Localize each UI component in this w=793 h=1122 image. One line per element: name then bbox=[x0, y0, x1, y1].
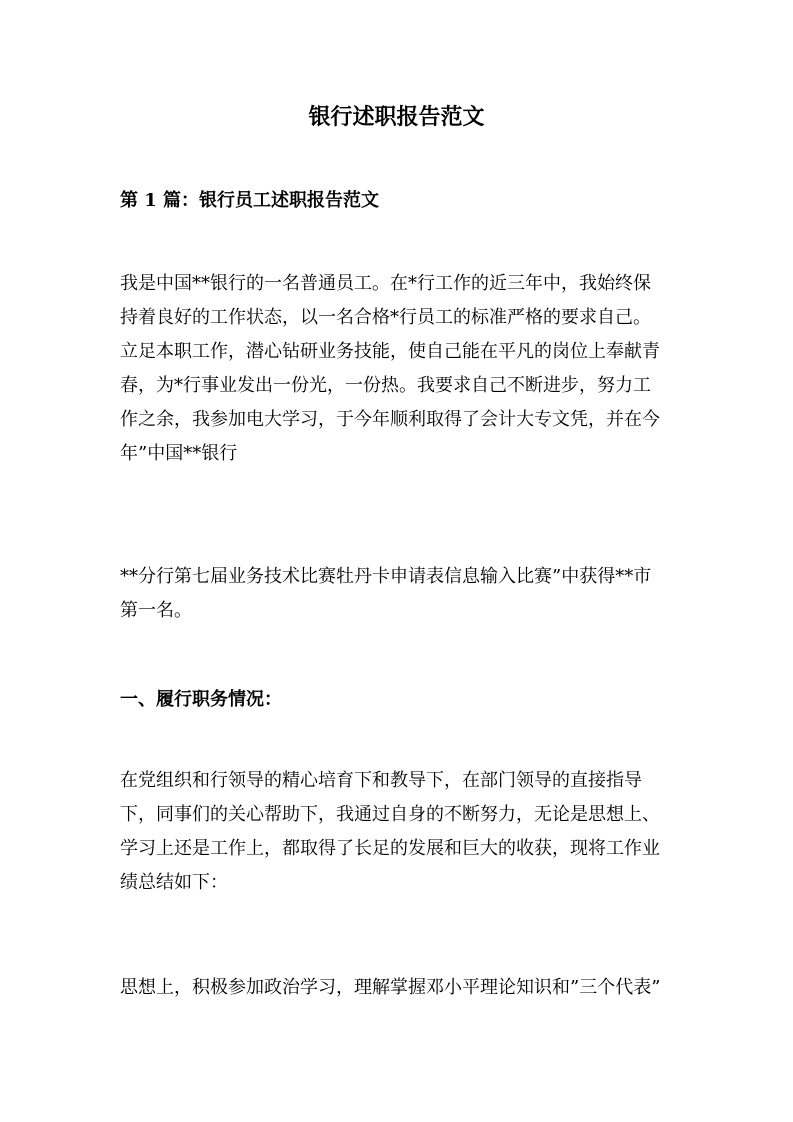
section-heading-1: 第 1 篇：银行员工述职报告范文 bbox=[120, 190, 380, 211]
section-heading-2: 一、履行职务情况： bbox=[120, 689, 282, 710]
paragraph-competition bbox=[120, 560, 680, 628]
paragraph-line: 第一名。 bbox=[120, 600, 192, 621]
paragraph-line: 学习上还是工作上，都取得了长足的发展和巨大的收获，现将工作业 bbox=[120, 838, 660, 859]
paragraph-line: 作之余，我参加电大学习，于今年顺利取得了会计大专文凭，并在今 bbox=[120, 409, 660, 430]
paragraph-line: **分行第七届业务技术比赛牡丹卡申请表信息输入比赛”中获得**市 bbox=[120, 566, 652, 587]
document-title: 银行述职报告范文 bbox=[308, 104, 485, 130]
paragraph-line: 绩总结如下： bbox=[120, 872, 228, 893]
paragraph-line: 春，为*行事业发出一份光，一份热。我要求自己不断进步，努力工 bbox=[120, 375, 651, 396]
paragraph-intro bbox=[120, 267, 680, 471]
paragraph-duties bbox=[120, 764, 680, 900]
paragraph-line: 持着良好的工作状态，以一名合格*行员工的标准严格的要求自己。 bbox=[120, 307, 651, 328]
paragraph-line: 年”中国**银行 bbox=[120, 443, 238, 464]
paragraph-line: 下，同事们的关心帮助下，我通过自身的不断努力，无论是思想上、 bbox=[120, 804, 660, 825]
paragraph-line: 思想上，积极参加政治学习，理解掌握邓小平理论知识和”三个代表” bbox=[120, 977, 661, 998]
paragraph-line: 我是中国**银行的一名普通员工。在*行工作的近三年中，我始终保 bbox=[120, 273, 651, 294]
paragraph-thought bbox=[120, 971, 680, 1005]
paragraph-line: 立足本职工作，潜心钻研业务技能，使自己能在平凡的岗位上奉献青 bbox=[120, 341, 660, 362]
paragraph-line: 在党组织和行领导的精心培育下和教导下，在部门领导的直接指导 bbox=[120, 770, 642, 791]
